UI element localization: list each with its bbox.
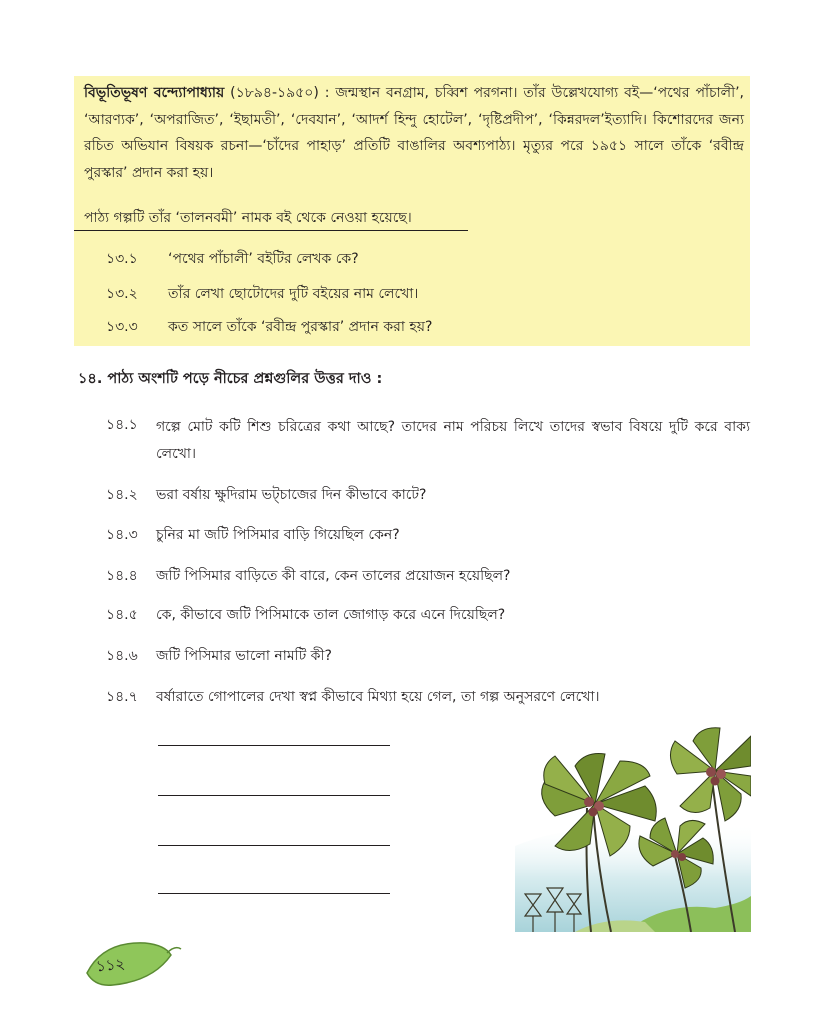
question-14-1 xyxy=(106,414,750,464)
question-text: চুনির মা জটি পিসিমার বাড়ি গিয়েছিল কেন? xyxy=(156,527,400,543)
answer-line[interactable] xyxy=(158,893,390,894)
question-number: ১৪.৭ xyxy=(106,689,138,705)
source-note: পাঠ্য গল্পটি তাঁর ‘তালনবমী’ নামক বই থেকে নেওয়া হয়েছে। xyxy=(84,210,412,226)
question-text: তাঁর লেখা ছোটোদের দুটি বইয়ের নাম লেখো। xyxy=(168,286,419,302)
author-bio xyxy=(84,80,744,186)
question-number: ১৪.৫ xyxy=(106,607,138,623)
question-number: ১৪.৬ xyxy=(106,648,138,664)
section-heading: ১৪. পাঠ্য অংশটি পড়ে নীচের প্রশ্নগুলির উত্তর দাও : xyxy=(78,371,383,387)
question-text: গল্পে মোট কটি শিশু চরিত্রের কথা আছে? তাদের নাম পরিচয় লিখে তাদের স্বভাব বিষয়ে দুটি করে বাক্য লেখো। xyxy=(156,419,750,462)
question-text: কত সালে তাঁকে ‘রবীন্দ্র পুরস্কার’ প্রদান করা হয়? xyxy=(168,319,433,335)
page-number: ১১২ xyxy=(94,954,126,976)
question-number: ১৪.৩ xyxy=(106,527,138,543)
answer-line[interactable] xyxy=(158,745,390,746)
palm-tree-illustration xyxy=(515,726,751,932)
answer-line[interactable] xyxy=(158,845,390,846)
author-name: বিভূতিভূষণ বন্দ্যোপাধ্যায় xyxy=(84,85,225,101)
question-text: বর্ষারাতে গোপালের দেখা স্বপ্ন কীভাবে মিথ্যা হয়ে গেল, তা গল্প অনুসরণে লেখো। xyxy=(156,689,600,705)
author-bio-text: (১৮৯৪-১৯৫০) : জন্মস্থান বনগ্রাম, চব্বিশ পরগনা। তাঁর উল্লেখযোগ্য বই—‘পথের পাঁচালী’, ‘আরণ্যক’, ‘অপরাজিত’, ‘ইছামতী’, ‘দেবযান’, ‘আদর্শ হিন্দু হোটেল’, ‘দৃষ্টিপ্রদীপ’, ‘কিন্নরদল’ইত্যাদি। কিশোরদের জন্য রচিত অভিযান বিষয়ক রচনা—‘চাঁদের পাহাড়’ প্রতিটি বাঙালির অবশ্যপাঠ্য। মৃত্যুর পরে ১৯৫১ সালে তাঁকে ‘রবীন্দ্র পুরস্কার’ প্রদান করা হয়। xyxy=(84,85,744,181)
answer-line[interactable] xyxy=(158,795,390,796)
source-underline xyxy=(74,230,468,231)
question-text: জটি পিসিমার ভালো নামটি কী? xyxy=(156,648,332,664)
question-number: ১৪.২ xyxy=(106,487,138,503)
question-number: ১৪.৪ xyxy=(106,568,138,584)
question-text: জটি পিসিমার বাড়িতে কী বারে, কেন তালের প্রয়োজন হয়েছিল? xyxy=(156,568,511,584)
question-number: ১৪.১ xyxy=(106,417,138,433)
question-number: ১৩.১ xyxy=(106,251,138,267)
question-text: কে, কীভাবে জটি পিসিমাকে তাল জোগাড় করে এনে দিয়েছিল? xyxy=(156,607,506,623)
question-number: ১৩.৩ xyxy=(106,319,138,335)
question-text: ভরা বর্ষায় ক্ষুদিরাম ভট্চাজের দিন কীভাবে কাটে? xyxy=(156,487,427,503)
question-number: ১৩.২ xyxy=(106,286,138,302)
question-text: ‘পথের পাঁচালী’ বইটির লেখক কে? xyxy=(168,251,359,267)
